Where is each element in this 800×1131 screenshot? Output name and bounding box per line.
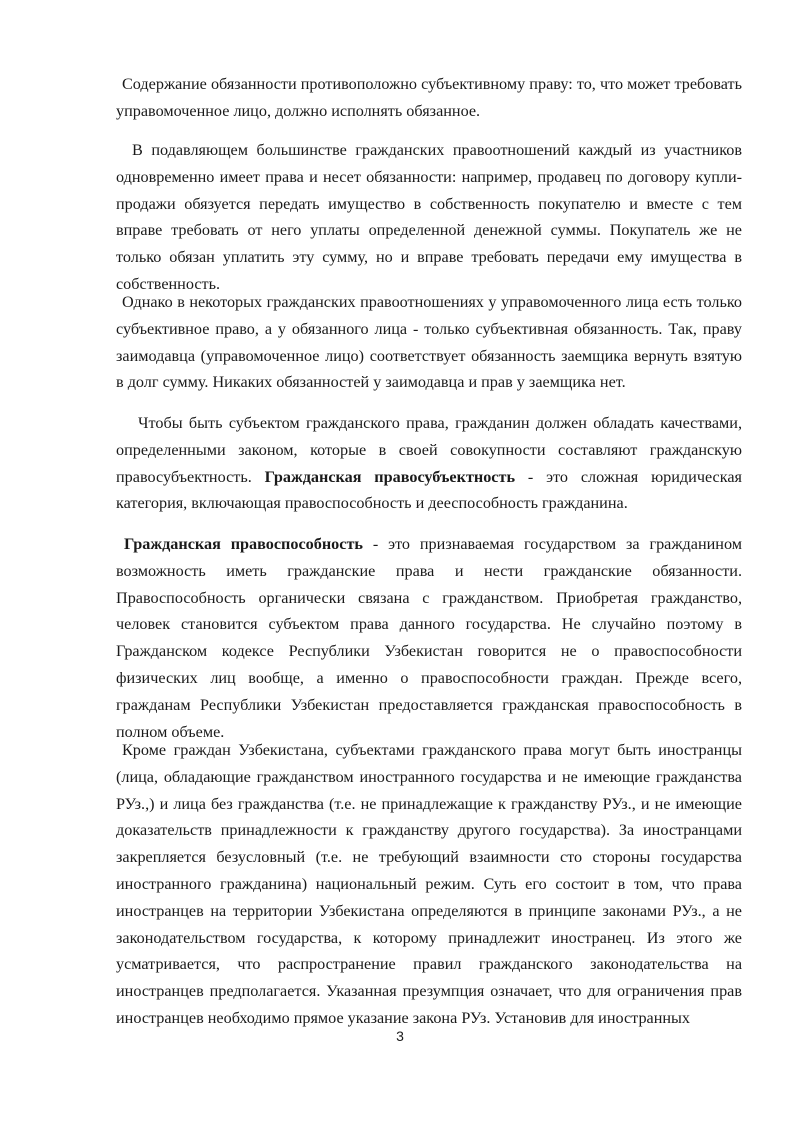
paragraph-one-sided-relations bbox=[116, 289, 742, 396]
paragraph-text: Чтобы быть субъектом гражданского права, гражданин должен обладать качествами, определенными законом, которые в своей совокупности составляют гражданскую правосубъектность. bbox=[116, 414, 742, 486]
paragraph-text: Кроме граждан Узбекистана, субъектами гражданского права могут быть иностранцы (лица, обладающие гражданством иностранного государства и не имеющие гражданства РУз.,) и лица без гражданства (т.е. не принадлежащие к гражданству РУз., и не имеющие доказательств принадлежности к гражданству другого государства). За иностранцами закрепляется безусловный (т.е. не требующий взаимности сто стороны государства иностранного гражданина) национальный режим. Суть его состоит в том, что права иностранцев на территории Узбекистана определяются в принципе законами РУз., а не законодательством государства, к которому принадлежит иностранец. Из этого же усматривается, что распространение правил гражданского законодательства на иностранцев предполагается. Указанная презумпция означает, что для ограничения прав иностранцев необходимо прямое указание закона РУз. Установив для иностранных bbox=[116, 741, 742, 1027]
paragraph-legal-personality bbox=[116, 410, 742, 517]
paragraph-mutual-rights bbox=[116, 137, 742, 298]
term-legal-capacity: Гражданская правоспособность bbox=[124, 535, 363, 553]
paragraph-text: В подавляющем большинстве гражданских правоотношений каждый из участников одновременно имеет права и несет обязанности: например, продавец по договору купли-продажи обязуется передать имущество в собственность покупателю и вместе с тем вправе требовать от него уплаты определенной денежной суммы. Покупатель же не только обязан уплатить эту сумму, но и вправе требовать передачи ему имущества в собственность. bbox=[116, 141, 742, 293]
page-number: 3 bbox=[396, 1028, 404, 1044]
paragraph-text: Однако в некоторых гражданских правоотношениях у управомоченного лица есть только субъективное право, а у обязанного лица - только субъективная обязанность. Так, праву заимодавца (управомоченное лицо) соответствует обязанность заемщика вернуть взятую в долг сумму. Никаких обязанностей у заимодавца и прав у заемщика нет. bbox=[116, 293, 742, 392]
paragraph-obligation-content bbox=[116, 71, 742, 125]
term-legal-personality: Гражданская правосубъектность bbox=[264, 467, 516, 486]
paragraph-foreigners bbox=[116, 737, 742, 1032]
paragraph-text: - это признаваемая государством за гражданином возможность иметь гражданские права и нести гражданские обязанности. Правоспособность органически связана с гражданством. Приобретая гражданство, человек становится субъектом права данного государства. Не случайно поэтому в Гражданском кодексе Республики Узбекистан говорится не о правоспособности физических лиц вообще, а именно о правоспособности граждан. Прежде всего, гражданам Республики Узбекистан предоставляется гражданская правоспособность в полном объеме. bbox=[116, 535, 742, 741]
paragraph-legal-capacity bbox=[116, 531, 742, 745]
paragraph-text: - это сложная юридическая категория, включающая правоспособность и дееспособность гражданина. bbox=[116, 467, 742, 513]
paragraph-text: Содержание обязанности противоположно субъективному праву: то, что может требовать управомоченное лицо, должно исполнять обязанное. bbox=[116, 75, 742, 120]
